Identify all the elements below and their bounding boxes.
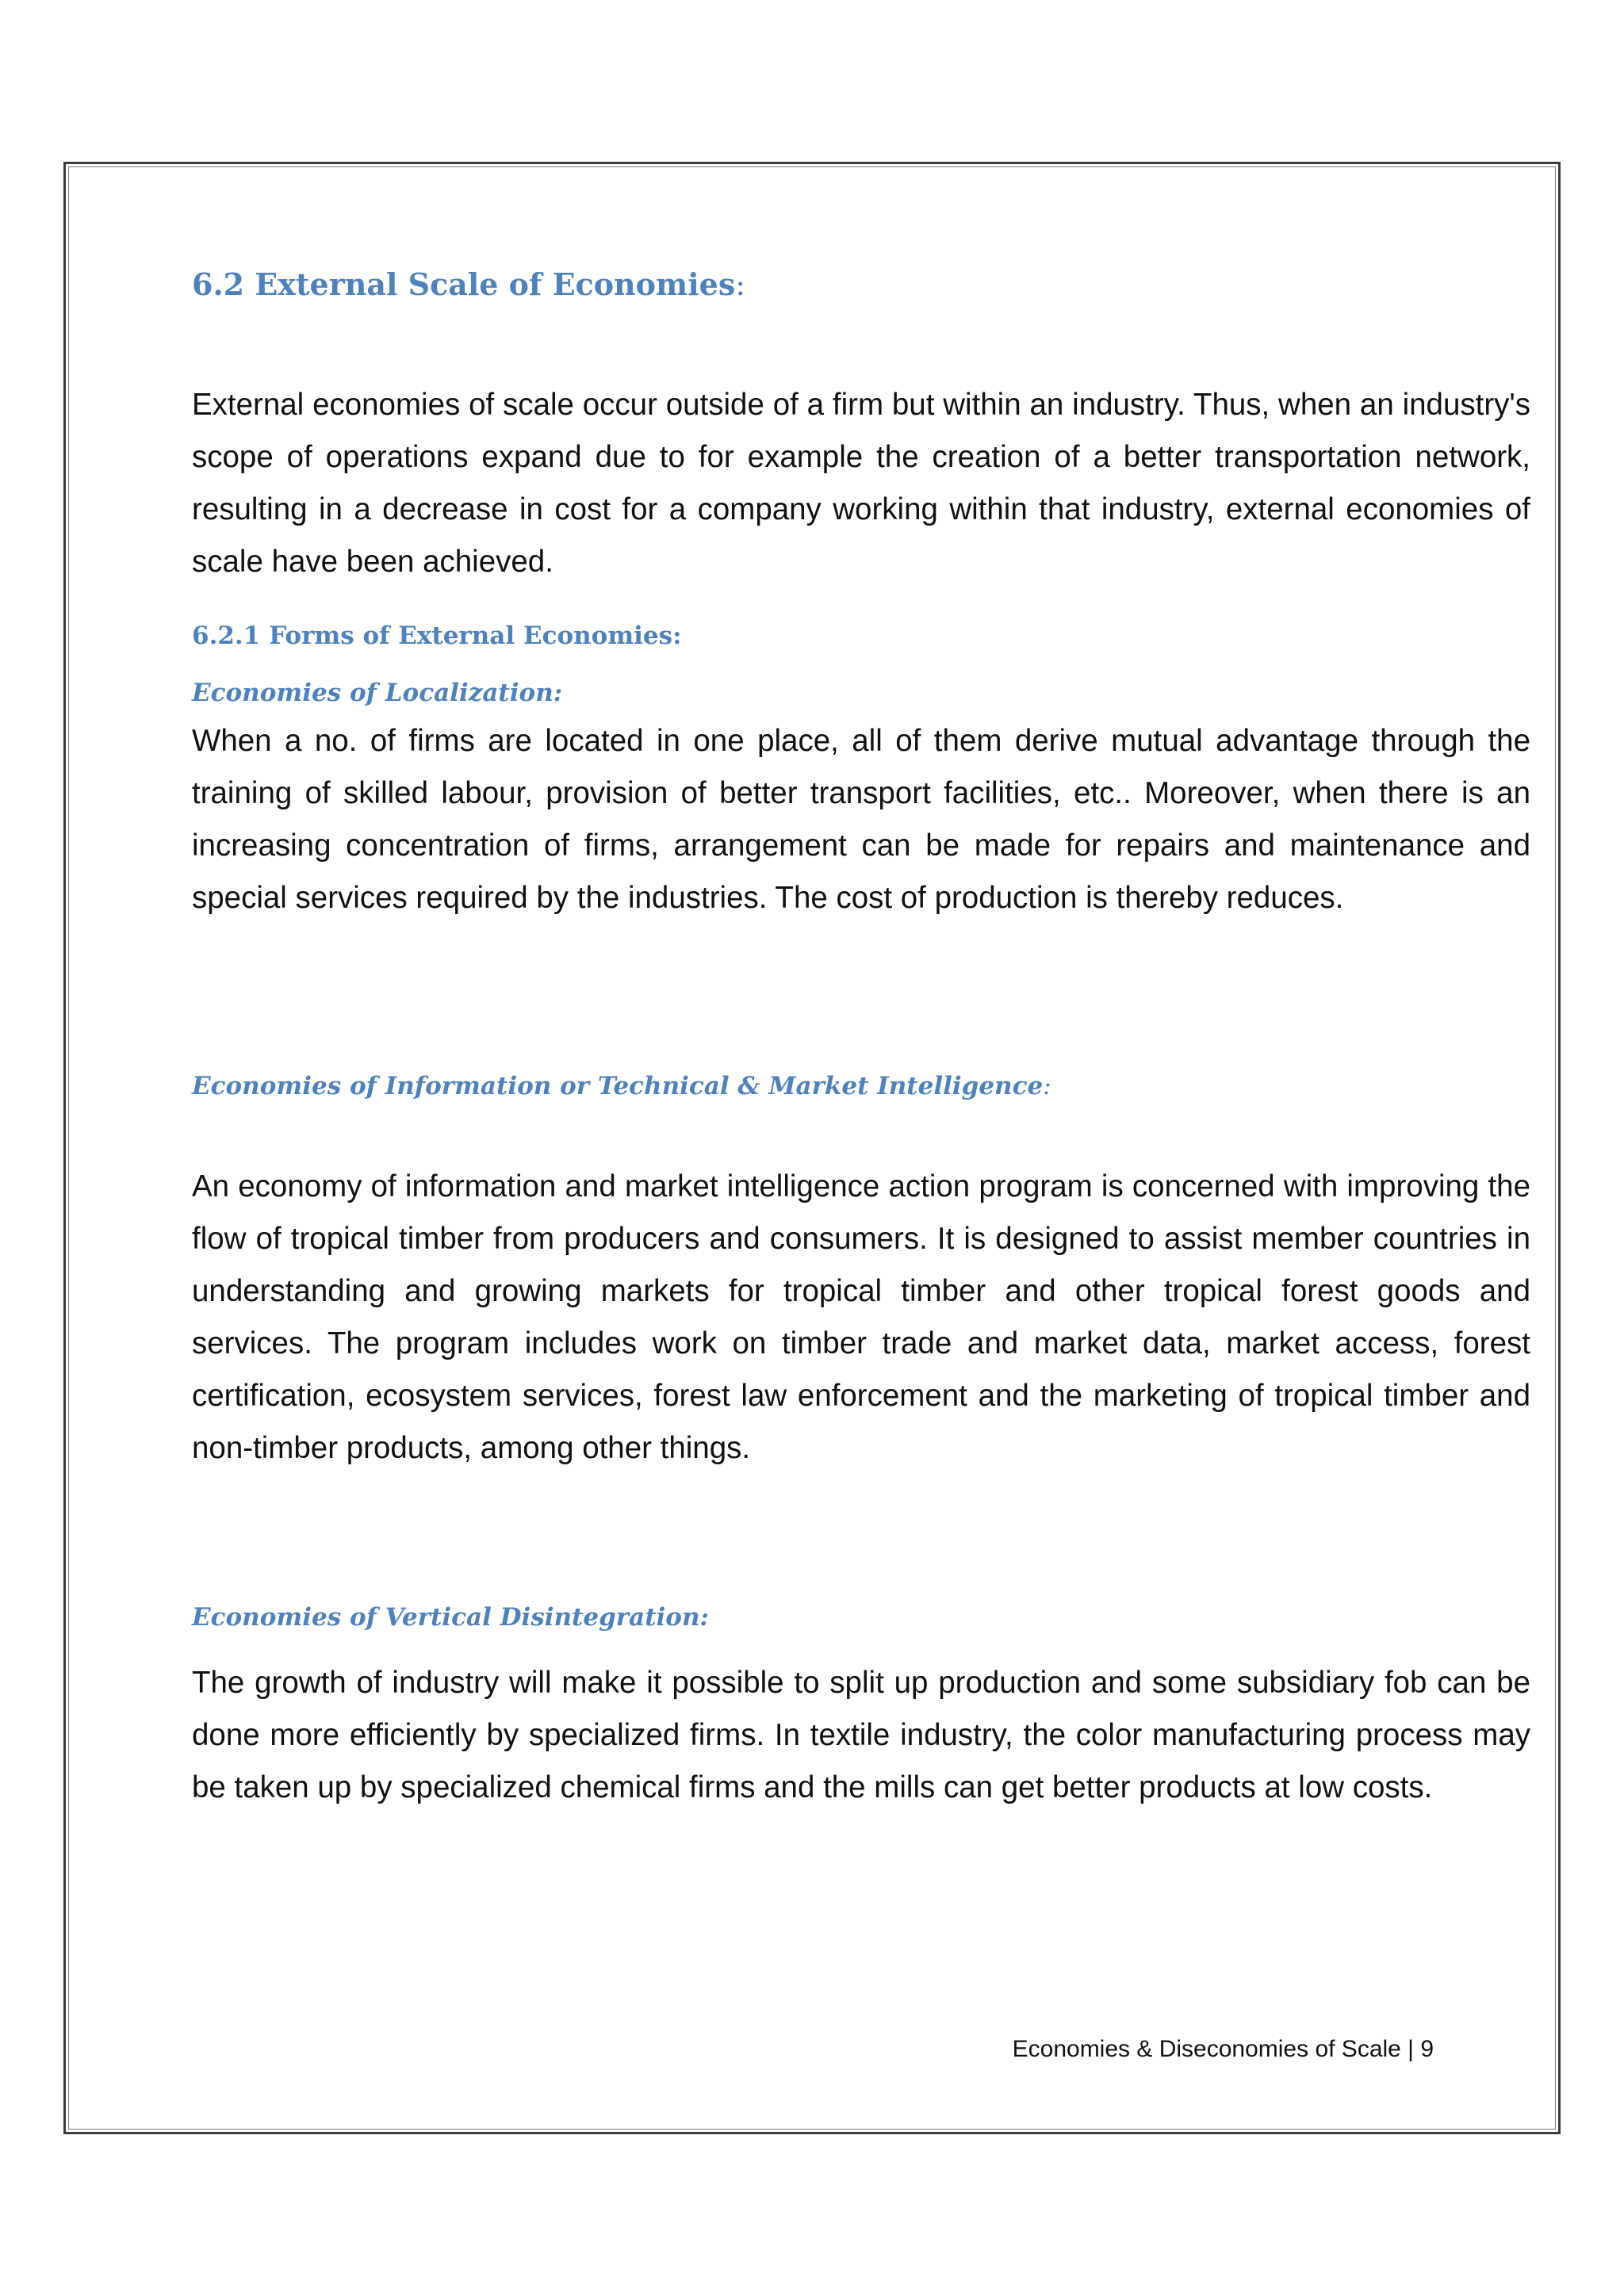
localization-title: Economies of Localization: (192, 679, 563, 707)
section-title (192, 266, 745, 302)
subsection-title: 6.2.1 Forms of External Economies: (192, 622, 682, 650)
localization-paragraph: When a no. of firms are located in one place, all of them derive mutual advantage through the training of skilled labour, provision of better transport facilities, etc.. Moreover, when there is an increasing concentration of firms, arrangement can be made for repairs and maintenance and special services required by the industries. The cost of production is thereby reduces. (192, 724, 1530, 915)
section-title-text: 6.2 External Scale of Economies (192, 266, 736, 302)
information-title (192, 1072, 1051, 1100)
vertical-title: Economies of Vertical Disintegration: (192, 1603, 709, 1632)
information-paragraph: An economy of information and market intelligence action program is concerned with improving the flow of tropical timber from producers and consumers. It is designed to assist member countries in understanding and growing markets for tropical timber and other tropical forest goods and services. The program includes work on timber trade and market data, market access, forest certification, ecosystem services, forest law enforcement and the marketing of tropical timber and non-timber products, among other things. (192, 1169, 1530, 1465)
section-title-colon: : (735, 267, 746, 302)
page-footer: Economies & Diseconomies of Scale | 9 (1012, 2036, 1434, 2062)
information-title-text: Economies of Information or Technical & Market Intelligence (192, 1072, 1044, 1100)
information-title-colon: : (1043, 1072, 1051, 1100)
vertical-paragraph: The growth of industry will make it possible to split up production and some subsidiary fob can be done more efficiently by specialized firms. In textile industry, the color manufacturing process may be taken up by specialized chemical firms and the mills can get better products at low costs. (192, 1666, 1530, 1804)
section-intro-paragraph: External economies of scale occur outside of a firm but within an industry. Thus, when an industry's scope of operations expand due to for example the creation of a better transportation network, resulting in a decrease in cost for a company working within that industry, external economies of scale have been achieved. (192, 388, 1530, 579)
